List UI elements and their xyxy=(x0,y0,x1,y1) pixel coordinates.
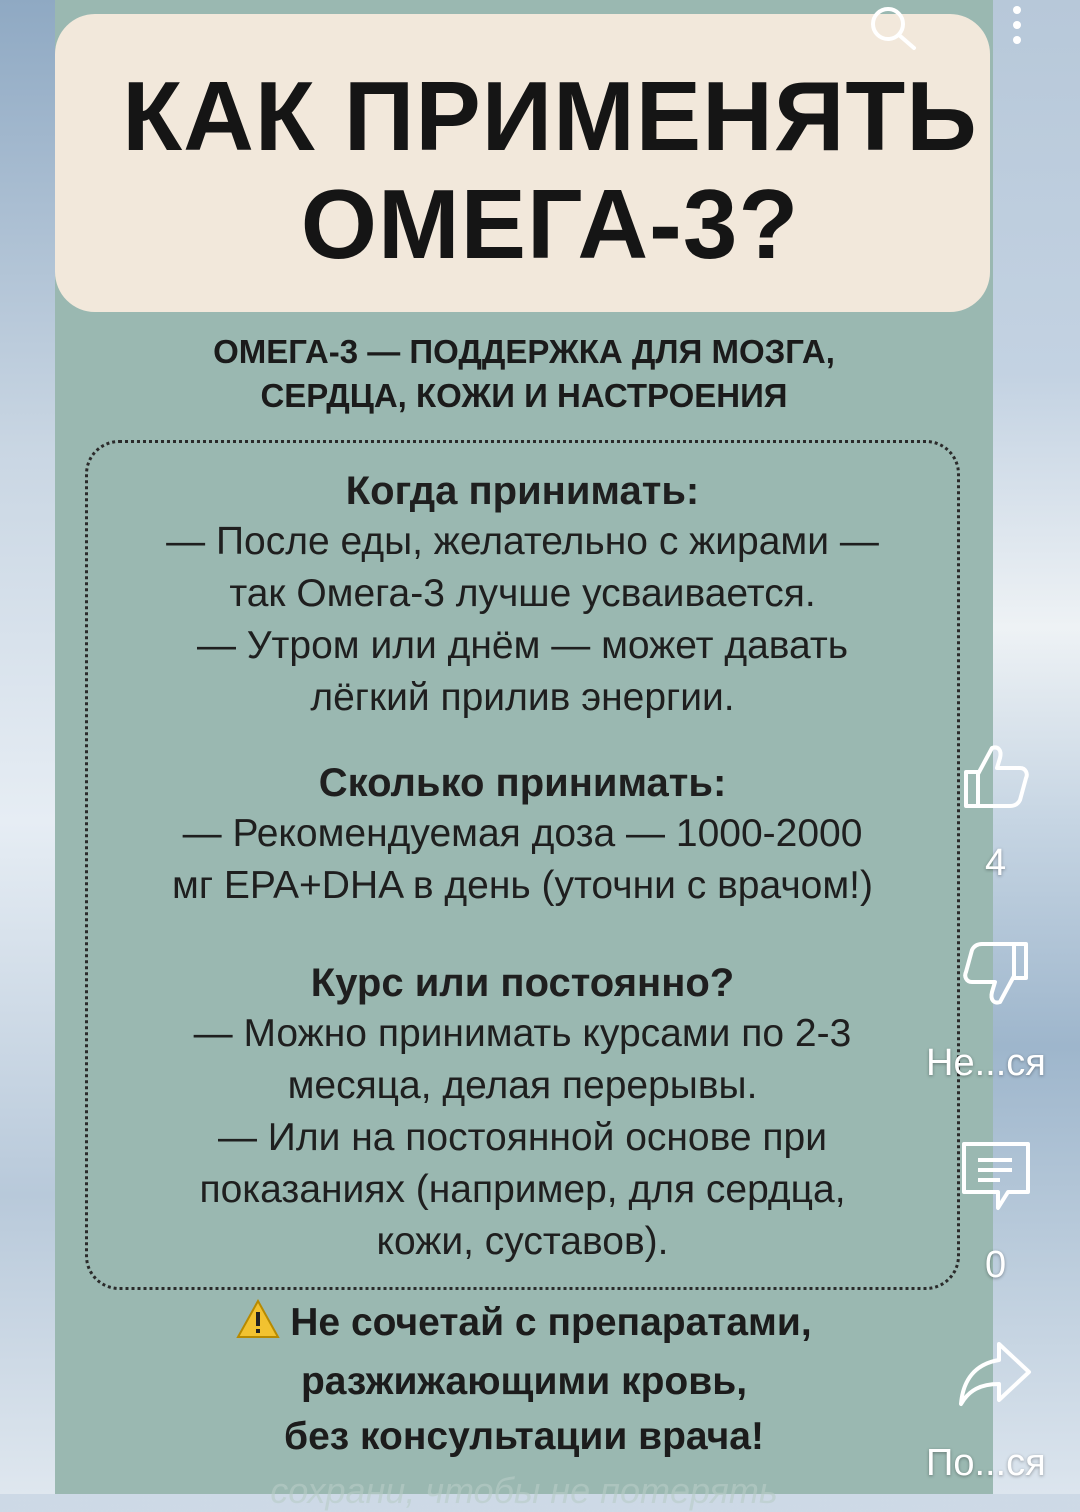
title-line-2: ОМЕГА-3? xyxy=(300,169,800,279)
section-line: так Омега-3 лучше усваивается. xyxy=(229,572,816,615)
comment-icon xyxy=(958,1138,1034,1214)
subtitle-line-1: ОМЕГА-3 — ПОДДЕРЖКА ДЛЯ МОЗГА, xyxy=(213,333,835,370)
warning-line-3: без консультации врача! xyxy=(284,1415,764,1458)
more-button[interactable] xyxy=(1005,4,1029,53)
share-label: По...ся xyxy=(926,1442,1046,1484)
section-line: — Или на постоянной основе при xyxy=(217,1116,828,1159)
subtitle-line-2: СЕРДЦА, КОЖИ И НАСТРОЕНИЯ xyxy=(260,377,788,414)
more-vertical-icon xyxy=(1005,4,1029,48)
thumbs-down-icon xyxy=(958,938,1034,1010)
section-line: — Рекомендуемая доза — 1000-2000 xyxy=(182,812,863,855)
section-line: месяца, делая перерывы. xyxy=(287,1064,758,1107)
post-title xyxy=(55,62,1045,278)
dislike-button[interactable] xyxy=(958,938,1034,1015)
search-button[interactable] xyxy=(864,2,920,57)
search-icon xyxy=(864,2,920,52)
warning-block xyxy=(55,1295,993,1464)
share-icon xyxy=(955,1338,1035,1410)
section-when xyxy=(85,466,960,724)
thumbs-up-icon xyxy=(958,740,1034,812)
section-line: — Можно принимать курсами по 2-3 xyxy=(193,1012,852,1055)
comment-count: 0 xyxy=(985,1244,1007,1286)
like-button[interactable] xyxy=(958,740,1034,817)
section-line: показаниях (например, для сердца, xyxy=(199,1168,846,1211)
section-line: — После еды, желательно с жирами — xyxy=(166,520,879,563)
section-line: мг EPA+DHA в день (уточни с врачом!) xyxy=(172,864,873,907)
footer-hint: сохрани, чтобы не потерять xyxy=(270,1470,778,1511)
warning-icon xyxy=(236,1299,280,1354)
section-how-much xyxy=(85,758,960,912)
dislike-label: Не...ся xyxy=(926,1042,1046,1084)
warning-line-1: Не сочетай с препаратами, xyxy=(55,1295,993,1354)
comments-button[interactable] xyxy=(958,1138,1034,1219)
section-heading: Когда принимать: xyxy=(345,469,700,513)
section-line: — Утром или днём — может давать xyxy=(196,624,849,667)
section-line: лёгкий прилив энергии. xyxy=(310,676,735,719)
section-line: кожи, суставов). xyxy=(376,1220,669,1263)
warning-line-2: разжижающими кровь, xyxy=(300,1360,748,1403)
section-heading: Сколько принимать: xyxy=(318,761,727,805)
section-heading: Курс или постоянно? xyxy=(310,961,735,1005)
post-subtitle xyxy=(55,330,993,418)
share-button[interactable] xyxy=(955,1338,1035,1415)
title-line-1: КАК ПРИМЕНЯТЬ xyxy=(122,61,978,171)
section-course xyxy=(85,958,960,1268)
like-count: 4 xyxy=(985,842,1007,884)
